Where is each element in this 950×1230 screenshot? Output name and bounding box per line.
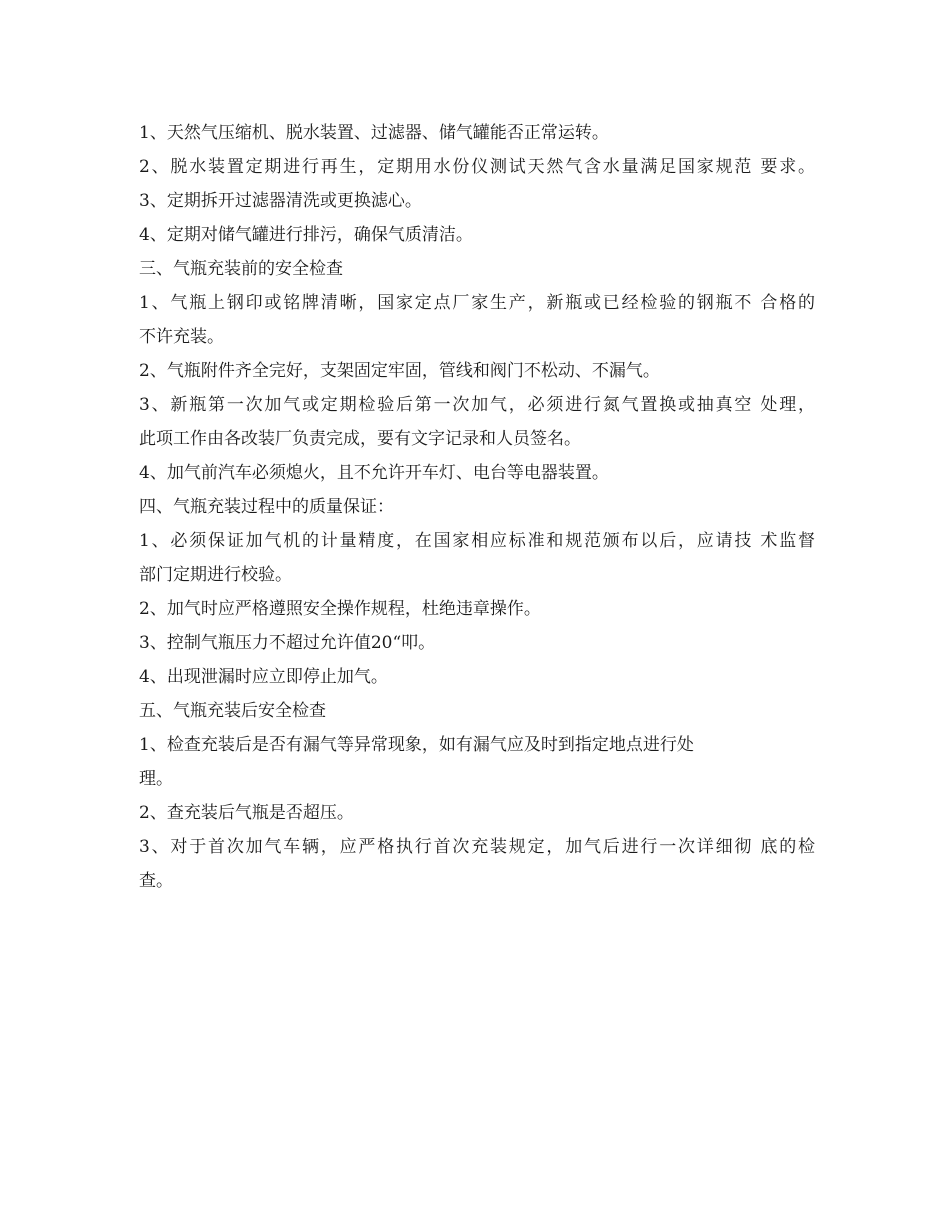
paragraph-line: 2、查充装后气瓶是否超压。 <box>139 803 354 823</box>
paragraph-line: 理。 <box>139 769 173 789</box>
paragraph-line: 1、气瓶上钢印或铭牌清晰，国家定点厂家生产，新瓶或已经检验的钢瓶不 合格的 <box>139 293 815 313</box>
paragraph-line: 不许充装。 <box>139 327 224 347</box>
paragraph-line: 4、定期对储气罐进行排污，确保气质清洁。 <box>139 225 473 245</box>
paragraph-line: 2、脱水装置定期进行再生，定期用水份仪测试天然气含水量满足国家规范 要求。 <box>139 157 815 177</box>
paragraph-line: 此项工作由各改装厂负责完成，要有文字记录和人员签名。 <box>139 429 581 449</box>
document-body <box>139 116 815 898</box>
paragraph-line: 3、对于首次加气车辆，应严格执行首次充装规定，加气后进行一次详细彻 底的检 <box>139 837 815 857</box>
paragraph-line: 3、控制气瓶压力不超过允许值20“叩。 <box>139 633 436 653</box>
paragraph-line: 4、加气前汽车必须熄火，且不允许开车灯、电台等电器装置。 <box>139 463 609 483</box>
section-heading: 四、气瓶充装过程中的质量保证： <box>139 497 394 517</box>
paragraph-line: 3、新瓶第一次加气或定期检验后第一次加气，必须进行氮气置换或抽真空 处理， <box>139 395 815 415</box>
paragraph-line: 3、定期拆开过滤器清洗或更换滤心。 <box>139 191 422 211</box>
paragraph-line: 1、检查充装后是否有漏气等异常现象，如有漏气应及时到指定地点进行处 <box>139 735 694 755</box>
paragraph-line: 4、出现泄漏时应立即停止加气。 <box>139 667 388 687</box>
section-heading: 三、气瓶充装前的安全检查 <box>139 259 343 279</box>
paragraph-line: 查。 <box>139 871 173 891</box>
section-heading: 五、气瓶充装后安全检查 <box>139 701 326 721</box>
paragraph-line: 1、必须保证加气机的计量精度，在国家相应标准和规范颁布以后，应请技 术监督 <box>139 531 815 551</box>
paragraph-line: 部门定期进行校验。 <box>139 565 292 585</box>
paragraph-line: 2、气瓶附件齐全完好，支架固定牢固，管线和阀门不松动、不漏气。 <box>139 361 660 381</box>
paragraph-line: 2、加气时应严格遵照安全操作规程，杜绝违章操作。 <box>139 599 541 619</box>
paragraph-line: 1、天然气压缩机、脱水装置、过滤器、储气罐能否正常运转。 <box>139 123 609 143</box>
